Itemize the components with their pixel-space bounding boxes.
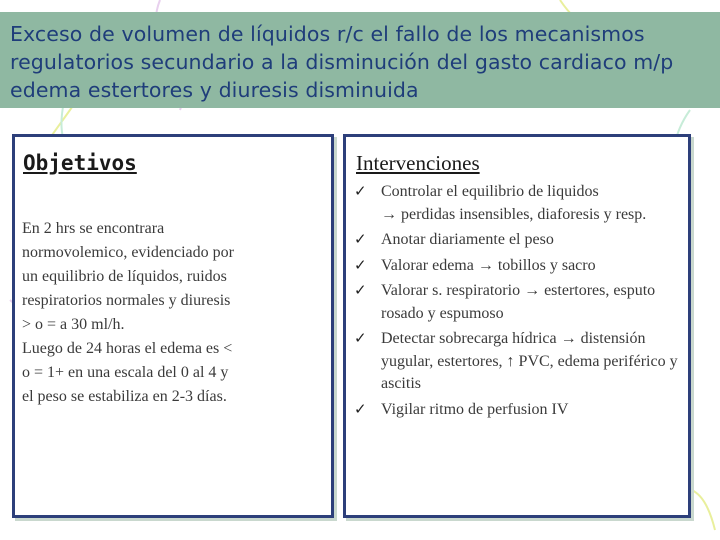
intervenciones-list <box>354 181 684 424</box>
intervenciones-panel <box>343 134 691 518</box>
title-line: edema estertores y diuresis disminuida <box>10 78 419 102</box>
list-item <box>354 255 684 278</box>
list-item-text: Valorar edema → tobillos y sacro <box>381 256 596 274</box>
check-icon: ✓ <box>354 331 367 347</box>
list-item-text: Valorar s. respiratorio → estertores, esputo rosado y espumoso <box>381 282 656 322</box>
check-icon: ✓ <box>354 283 367 299</box>
check-icon: ✓ <box>354 257 367 274</box>
list-item <box>354 399 684 422</box>
list-item <box>354 229 684 252</box>
intervenciones-heading: Intervenciones <box>356 151 480 175</box>
check-icon: ✓ <box>354 401 367 418</box>
list-item <box>354 181 684 226</box>
list-item-text: Anotar diariamente el peso <box>381 231 554 248</box>
check-icon: ✓ <box>354 232 367 248</box>
list-item-text: Vigilar ritmo de perfusion IV <box>381 400 569 418</box>
objetivos-paragraph: En 2 hrs se encontrara normovolemico, evidenciado por un equilibrio de líquidos, ruidos respiratorios normales y diuresis > o = a 30 ml/h. <box>22 220 234 333</box>
objetivos-text <box>22 217 237 409</box>
list-item <box>354 280 684 325</box>
slide-title <box>10 20 710 104</box>
check-icon: ✓ <box>354 184 367 200</box>
objetivos-paragraph: Luego de 24 horas el edema es < o = 1+ en una escala del 0 al 4 y el peso se estabiliza en 2-3 días. <box>22 340 233 405</box>
list-item-text: Detectar sobrecarga hídrica → distensión yugular, estertores, ↑ PVC, edema periférico y ascitis <box>381 330 678 392</box>
title-line: Exceso de volumen de líquidos r/c el fallo de los mecanismos <box>10 22 645 46</box>
title-banner <box>0 12 720 108</box>
title-line: regulatorios secundario a la disminución del gasto cardiaco m/p <box>10 50 674 74</box>
list-item-text: Controlar el equilibrio de liquidos → perdidas insensibles, diaforesis y resp. <box>381 183 647 223</box>
objetivos-panel <box>12 134 334 518</box>
objetivos-heading: Objetivos <box>23 151 137 175</box>
list-item <box>354 328 684 396</box>
